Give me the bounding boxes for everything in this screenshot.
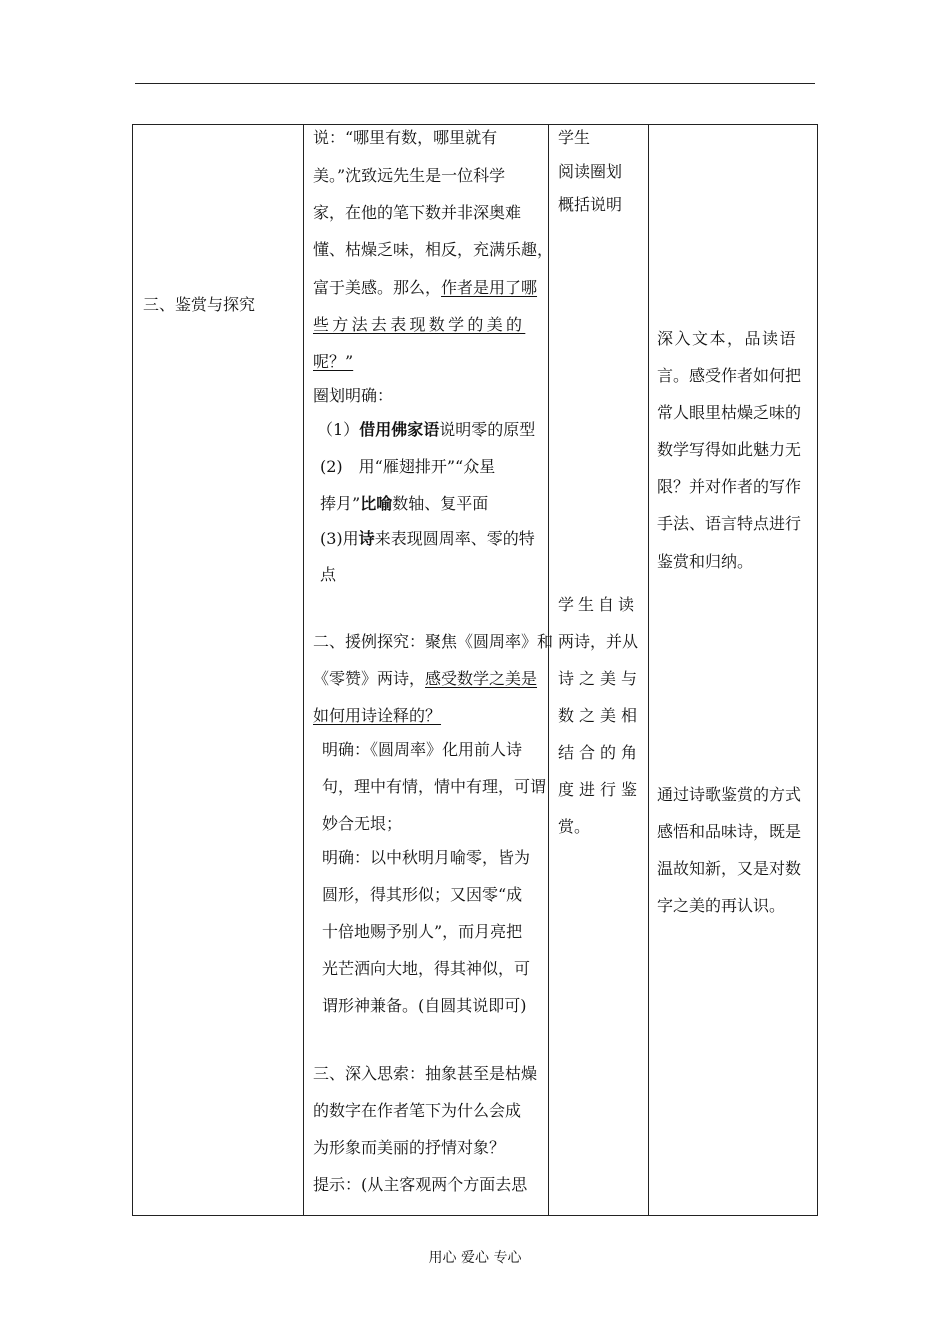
column-divider [648, 125, 649, 1215]
column-divider [303, 125, 304, 1215]
design-intent-line: 数学写得如此魅力无 [657, 440, 802, 459]
design-intent-line: 通过诗歌鉴赏的方式 [657, 785, 802, 804]
content-line: 三、深入思索：抽象甚至是枯燥 [313, 1064, 538, 1083]
content-line: 明确：《圆周率》化用前人诗 [322, 740, 523, 759]
content-line: 光芒洒向大地，得其神似，可 [322, 959, 531, 978]
content-line: 家，在他的笔下数并非深奥难 [313, 203, 522, 222]
content-line: 圆形，得其形似；又因零“成 [322, 885, 523, 904]
design-intent-line: 鉴赏和归纳。 [657, 552, 754, 571]
column-divider [548, 125, 549, 1215]
content-line: 圈划明确： [313, 386, 394, 405]
content-line: 妙合无垠； [322, 814, 403, 833]
content-line: 的数字在作者笔下为什么会成 [313, 1101, 522, 1120]
design-intent-line: 温故知新，又是对数 [657, 859, 802, 878]
content-line: 十倍地赐予别人”，而月亮把 [322, 922, 523, 941]
design-intent-line: 深入文本，品读语 [657, 329, 798, 348]
underlined-question: 如何用诗诠释的？ [313, 706, 442, 725]
lesson-plan-table [132, 124, 818, 1216]
student-activity-line: 度进行鉴 [558, 780, 643, 799]
design-intent-line: 限？并对作者的写作 [657, 477, 802, 496]
content-line: 明确：以中秋明月喻零，皆为 [322, 848, 531, 867]
student-activity-line: 阅读圈划 [558, 162, 623, 181]
design-intent-line: 言。感受作者如何把 [657, 366, 802, 385]
student-activity-line: 学生 [558, 128, 591, 147]
page-footer: 用心 爱心 专心 [428, 1250, 522, 1266]
content-line: 二、援例探究：聚焦《圆周率》和 [313, 632, 554, 651]
student-activity-line: 结合的角 [558, 743, 643, 762]
content-line: 提示：(从主客观两个方面去思 [313, 1175, 528, 1194]
list-item: (3)用诗来表现圆周率、零的特 [320, 529, 535, 548]
content-line: 《零赞》两诗，感受数学之美是 [313, 669, 538, 688]
design-intent-line: 常人眼里枯燥乏味的 [657, 403, 802, 422]
student-activity-line: 学生自读 [558, 595, 639, 614]
design-intent-line: 手法、语言特点进行 [657, 514, 802, 533]
content-line: 谓形神兼备。(自圆其说即可) [322, 996, 527, 1015]
content-line: 富于美感。那么，作者是用了哪 [313, 278, 538, 297]
underlined-question: 些方法去表现数学的美的 [313, 315, 526, 334]
underlined-question: 作者是用了哪 [441, 278, 538, 297]
section-label: 三、鉴赏与探究 [143, 295, 256, 314]
student-activity-line: 数之美相 [558, 706, 643, 725]
design-intent-line: 感悟和品味诗，既是 [657, 822, 802, 841]
content-line: 为形象而美丽的抒情对象？ [313, 1138, 506, 1157]
content-line: 说：“哪里有数，哪里就有 [313, 128, 498, 147]
content-line: 句，理中有情，情中有理，可谓 [322, 777, 547, 796]
header-rule [135, 83, 815, 84]
content-line: 懂、枯燥乏味，相反，充满乐趣， [313, 240, 554, 259]
student-activity-line: 诗之美与 [558, 669, 643, 688]
student-activity-line: 赏。 [558, 817, 591, 836]
underlined-question: 感受数学之美是 [425, 669, 538, 688]
student-activity-line: 两诗，并从 [558, 632, 639, 651]
list-item: 捧月”比喻数轴、复平面 [320, 494, 489, 513]
content-line: 美。”沈致远先生是一位科学 [313, 166, 506, 185]
design-intent-line: 字之美的再认识。 [657, 896, 786, 915]
list-item: 点 [320, 565, 337, 584]
list-item: (2) 用“雁翅排开”“众星 [320, 457, 496, 476]
student-activity-line: 概括说明 [558, 195, 623, 214]
underlined-question: 呢？” [313, 352, 354, 371]
list-item: （1）借用佛家语说明零的原型 [317, 420, 536, 439]
